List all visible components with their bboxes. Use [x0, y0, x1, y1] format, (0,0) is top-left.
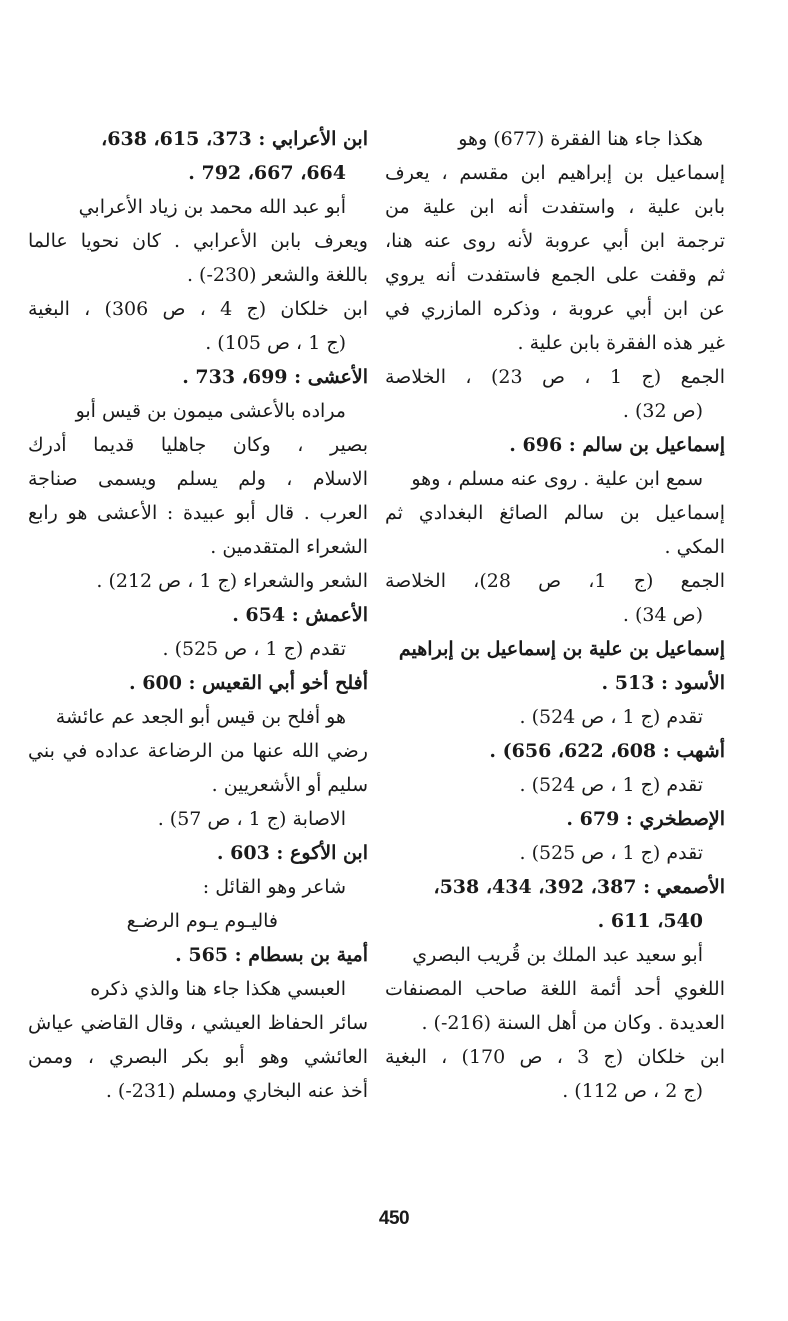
- entry-heading: أشهب : 608، 622، 656) .: [489, 740, 725, 762]
- text-line: هكذا جاء هنا الفقرة (677) وهو: [458, 128, 703, 150]
- left-column: [28, 122, 368, 1108]
- text-line: تقدم (ج 1 ، ص 524) .: [519, 706, 703, 728]
- text-line: رضي الله عنها من الرضاعة عداده في بني: [28, 740, 368, 762]
- text-line: سمع ابن علية . روى عنه مسلم ، وهو: [411, 468, 703, 490]
- text-line: أخذ عنه البخاري ومسلم (231-) .: [105, 1080, 368, 1102]
- text-line: ترجمة ابن أبي عروبة لأنه روى عنه هنا،: [385, 230, 725, 252]
- text-line: بصير ، وكان جاهليا قديما أدرك: [28, 434, 368, 456]
- text-line: أبو عبد الله محمد بن زياد الأعرابي: [78, 196, 346, 218]
- text-line: العرب . قال أبو عبيدة : الأعشى هو رابع: [28, 502, 368, 524]
- entry-heading: أمية بن بسطام : 565 .: [175, 944, 368, 966]
- text-line: المكي .: [664, 536, 725, 558]
- entry-heading: ابن الأعرابي : 373، 615، 638،: [101, 128, 368, 150]
- text-line: عن ابن أبي عروبة ، وذكره المازري في: [385, 298, 725, 320]
- text-line: شاعر وهو القائل :: [202, 876, 346, 898]
- text-line: ابن خلكان (ج 4 ، ص 306) ، البغية: [28, 298, 368, 320]
- text-line: (ج 2 ، ص 112) .: [562, 1080, 703, 1102]
- entry-heading: إسماعيل بن علية بن إسماعيل بن إبراهيم: [398, 638, 725, 660]
- text-line: تقدم (ج 1 ، ص 524) .: [519, 774, 703, 796]
- text-line: تقدم (ج 1 ، ص 525) .: [162, 638, 346, 660]
- text-line: باللغة والشعر (230-) .: [186, 264, 368, 286]
- entry-heading: الأعشى : 699، 733 .: [182, 366, 368, 388]
- text-line: العديدة . وكان من أهل السنة (216-) .: [421, 1012, 725, 1034]
- entry-heading: الأعمش : 654 .: [232, 604, 368, 626]
- entry-heading: إسماعيل بن سالم : 696 .: [509, 434, 725, 456]
- entry-heading: الإصطخري : 679 .: [566, 808, 725, 830]
- right-column: [385, 122, 725, 1108]
- text-line: اللغوي أحد أئمة اللغة صاحب المصنفات: [385, 978, 725, 1000]
- text-line: سليم أو الأشعريين .: [211, 774, 368, 796]
- text-line: الاسلام ، ولم يسلم ويسمى صناجة: [28, 468, 368, 490]
- text-line: سائر الحفاظ العيشي ، وقال القاضي عياش: [28, 1012, 368, 1034]
- entry-heading: 540، 611 .: [597, 910, 703, 932]
- entry-heading: أفلح أخو أبي القعيس : 600 .: [129, 672, 368, 694]
- text-line: مراده بالأعشى ميمون بن قيس أبو: [75, 400, 346, 422]
- text-line: تقدم (ج 1 ، ص 525) .: [519, 842, 703, 864]
- text-line: إسماعيل بن إبراهيم ابن مقسم ، يعرف: [385, 162, 725, 184]
- text-line: (ص 34) .: [622, 604, 703, 626]
- entry-heading: 664، 667، 792 .: [188, 162, 346, 184]
- text-line: العائشي وهو أبو بكر البصري ، وممن: [28, 1046, 368, 1068]
- page-number: 450: [378, 1208, 410, 1229]
- text-line: غير هذه الفقرة بابن علية .: [517, 332, 725, 354]
- text-line: بابن علية ، واستفدت أنه ابن علية من: [385, 196, 725, 218]
- text-line: ثم وقفت على الجمع فاستفدت أنه يروي: [385, 264, 725, 286]
- text-line: (ص 32) .: [622, 400, 703, 422]
- text-line: الاصابة (ج 1 ، ص 57) .: [157, 808, 346, 830]
- text-line: أبو سعيد عبد الملك بن قُريب البصري: [412, 944, 703, 966]
- text-line: الشعراء المتقدمين .: [210, 536, 368, 558]
- text-line: الجمع (ج 1، ص 28)، الخلاصة: [385, 570, 725, 592]
- text-line: الجمع (ج 1 ، ص 23) ، الخلاصة: [385, 366, 725, 388]
- text-line: (ج 1 ، ص 105) .: [205, 332, 346, 354]
- text-line: ابن خلكان (ج 3 ، ص 170) ، البغية: [385, 1046, 725, 1068]
- text-line: ويعرف بابن الأعرابي . كان نحويا عالما: [28, 230, 368, 252]
- entry-heading: ابن الأكوع : 603 .: [216, 842, 368, 864]
- text-line: إسماعيل بن سالم الصائغ البغدادي ثم: [385, 502, 725, 524]
- entry-heading: الأسود : 513 .: [601, 672, 725, 694]
- text-line: العبسي هكذا جاء هنا والذي ذكره: [90, 978, 346, 1000]
- text-line: هو أفلح بن قيس أبو الجعد عم عائشة: [55, 706, 346, 728]
- text-line: الشعر والشعراء (ج 1 ، ص 212) .: [96, 570, 368, 592]
- entry-heading: الأصمعي : 387، 392، 434، 538،: [433, 876, 725, 898]
- text-line: فاليـوم يـوم الرضـع: [126, 910, 278, 932]
